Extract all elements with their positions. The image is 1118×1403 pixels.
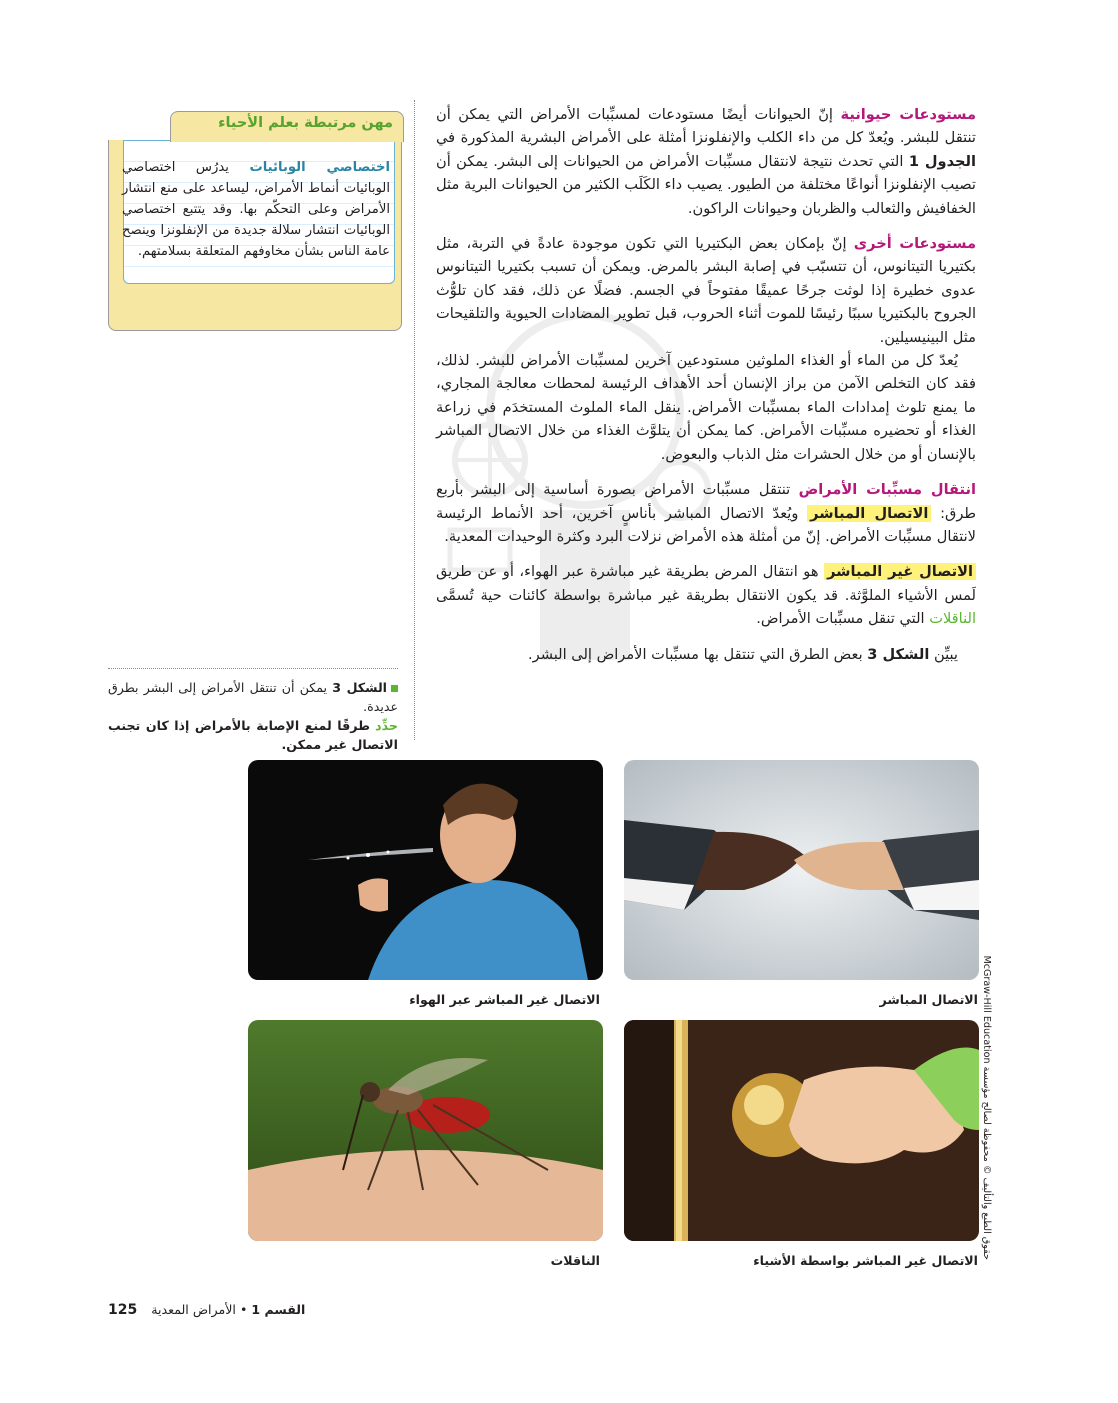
mosquito-photo	[248, 1020, 603, 1241]
paragraph-other-2	[436, 349, 976, 466]
text-trans-2: ويُعدّ الاتصال المباشر بأناسٍ آخرين، أحد الأنماط الرئيسة لانتقال مسبِّبات الأمراض. إنّ من أمثلة هذه الأمراض نزلات البرد وكثرة الوحيدات المعدية.	[436, 504, 976, 545]
main-text	[436, 103, 976, 678]
sneeze-label: الاتصال غير المباشر عبر الهواء	[409, 992, 600, 1007]
page-number: 125	[108, 1302, 138, 1318]
footer-bullet: •	[239, 1302, 248, 1317]
caption-text: يمكن أن تنتقل الأمراض إلى البشر بطرق عديدة.	[108, 680, 398, 714]
caption-activity-text: طرقًا لمنع الإصابة بالأمراض إذا كان تجنب الاتصال غير ممكن.	[108, 718, 398, 752]
handshake-label: الاتصال المباشر	[879, 992, 978, 1007]
text-other-2: يُعدّ كل من الماء أو الغذاء الملوثين مستودعين آخرين لمسبِّبات الأمراض للبشر. لذلك، فقد كان التخلص الآمن من براز الإنسان أحد الأهداف الرئيسة لمحطات معالجة المجاري، ما يمنع تلوث إمدادات الماء بمسبِّبات الأمراض. ينقل الماء الملوث المستخدَم في زراعة الغذاء أو تحضيره مسبِّبات الأمراض. كما يمكن أن يتلوَّث الغذاء من خلال الاتصال المباشر بالإنسان أو من خلال الحشرات مثل الذباب والبعوض.	[436, 352, 976, 463]
heading-other: مستودعات أخرى	[853, 235, 977, 253]
footer-section: القسم 1	[251, 1302, 306, 1317]
paragraph-animal	[436, 103, 976, 220]
text-figref-1: يبيِّن	[934, 645, 958, 663]
text-animal-2: التي تحدث نتيجة لانتقال مسبِّبات الأمراض من الحيوانات إلى البشر. يمكن أن تصيب الإنفلونزا أنواعًا مختلفة من الطيور. يصيب داء الكَلَب الكثير من الحيوانات البرية مثل الخفافيش والثعالب والظربان وحيوانات الراكون.	[436, 152, 976, 217]
career-text	[122, 157, 390, 262]
heading-transmission: انتقال مسبِّبات الأمراض	[798, 481, 976, 499]
text-trans-1: تنتقل مسبِّبات الأمراض بصورة أساسية إلى البشر بأربع طرق:	[436, 481, 976, 522]
term-indirect-contact: الاتصال غير المباشر	[824, 563, 976, 580]
paragraph-transmission	[436, 478, 976, 548]
career-tab	[170, 111, 404, 142]
text-indirect-2: التي تنقل مسبِّبات الأمراض.	[756, 610, 925, 628]
caption-activity-verb: حدِّد	[375, 718, 398, 733]
career-tab-label: مهن مرتبطة بعلم الأحياء	[218, 115, 393, 131]
term-direct-contact: الاتصال المباشر	[807, 505, 931, 522]
table-ref: الجدول 1	[908, 152, 977, 170]
footer-chapter: الأمراض المعدية	[151, 1302, 236, 1317]
text-indirect-1: هو انتقال المرض بطريقة غير مباشرة عبر الهواء، أو عن طريق لَمس الأشياء الملوَّثة. قد يكون الانتقال بطريقة غير مباشرة بواسطة كائنات حية تُسمَّى	[436, 563, 976, 604]
text-animal-1: إنّ الحيوانات أيضًا مستودعات لمسبِّبات الأمراض التي يمكن أن تنتقل للبشر. ويُعدّ كل من داء الكلب والإنفلونزا أمثلة على الأمراض البشرية المذكورة في	[436, 106, 976, 147]
doorknob-label: الاتصال غير المباشر بواسطة الأشياء	[753, 1253, 978, 1268]
caption-rule	[108, 668, 398, 669]
heading-animal: مستودعات حيوانية	[840, 106, 977, 123]
paragraph-indirect	[436, 560, 976, 630]
career-title: اختصاصي الوبائيات	[249, 160, 390, 175]
mosquito-label: الناقلات	[550, 1253, 600, 1268]
doorknob-photo	[624, 1020, 979, 1241]
handshake-photo	[624, 760, 979, 980]
caption-square-icon	[391, 685, 398, 692]
figure-caption	[108, 678, 398, 754]
sneeze-photo	[248, 760, 603, 980]
caption-label: الشكل 3	[332, 680, 387, 695]
text-other-1: إنّ بإمكان بعض البكتيريا التي تكون موجودة عادةً في التربة، مثل بكتيريا التيتانوس، أن تتسبّب في إصابة البشر بالمرض. ويمكن أن تسبب بكتيريا التيتانوس عدوى خطيرة إذا لوثت جرحًا عميقًا مفتوحاً في الجسم. فضلًا عن ذلك، فقد كان تلوُّث الجروح بالبكتيريا سببًا رئيسًا للموت أثناء الحروب، قبل تطوير المضادات الحيوية والتلقيحات مثل البينيسيلين.	[436, 235, 976, 346]
figure-ref: الشكل 3	[867, 645, 930, 663]
paragraph-figure-ref	[436, 643, 976, 666]
page-footer	[108, 1302, 305, 1318]
term-vectors: الناقلات	[929, 610, 976, 628]
copyright-credit: حقوق الطبع والتأليف © محفوظة لصالح مؤسسة McGraw-Hill Education	[981, 955, 992, 1260]
column-divider	[414, 100, 415, 740]
text-figref-2: بعض الطرق التي تنتقل بها مسبِّبات الأمراض إلى البشر.	[528, 645, 863, 663]
paragraph-other	[436, 232, 976, 349]
career-body: يدرُس اختصاصي الوبائيات أنماط الأمراض، ليساعد على منع انتشار الأمراض وعلى التحكّم بها. وقد يتتبع اختصاصي الوبائيات انتشار سلالة جديدة من الإنفلونزا وينصح عامة الناس بشأن مخاوفهم المتعلقة بسلامتهم.	[122, 160, 390, 259]
